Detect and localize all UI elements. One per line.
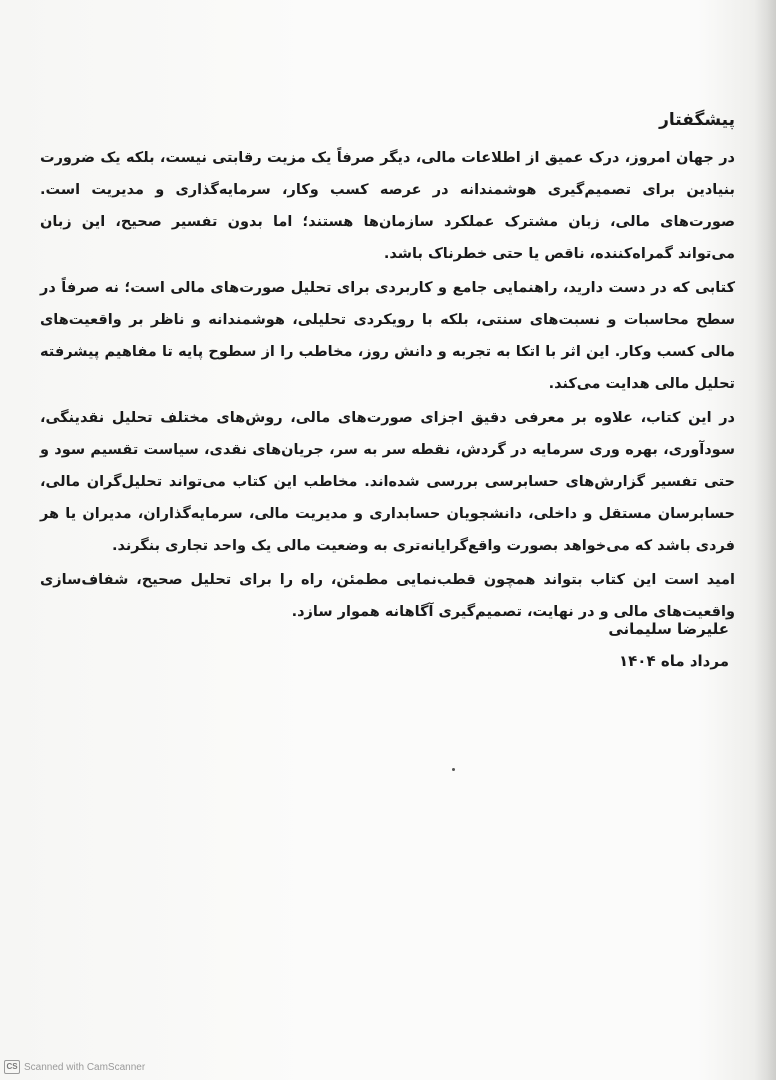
- paragraph-1: در جهان امروز، درک عمیق از اطلاعات مالی، دیگر صرفاً یک مزیت رقابتی نیست، بلکه یک ضرورت بنیادین برای تصمیم‌گیری هوشمندانه در عرصه کسب وکار، سرمایه‌گذاری و مدیریت است. صورت‌های مالی، زبان مشترک عملکرد سازمان‌ها هستند؛ اما بدون تفسیر صحیح، این زبان می‌تواند گمراه‌کننده، ناقص یا حتی خطرناک باشد.: [40, 150, 735, 262]
- camscanner-logo-icon: CS: [4, 1060, 20, 1074]
- document-body: [40, 110, 735, 630]
- page-edge-shadow: [754, 0, 776, 1080]
- author-name: علیرضا سلیمانی: [608, 620, 729, 638]
- paragraph-4: امید است این کتاب بتواند همچون قطب‌نمایی مطمئن، راه را برای تحلیل صحیح، شفاف‌سازی واقعیت‌های مالی و در نهایت، تصمیم‌گیری آگاهانه هموار سازد.: [40, 572, 735, 620]
- paragraph-2: کتابی که در دست دارید، راهنمایی جامع و کاربردی برای تحلیل صورت‌های مالی است؛ نه صرفاً در سطح محاسبات و نسبت‌های سنتی، بلکه با رویکردی تحلیلی، هوشمندانه و ناظر بر واقعیت‌های مالی کسب وکار. این اثر با اتکا به تجربه و دانش روز، مخاطب را از سطوح پایه تا مفاهیم پیشرفته تحلیل مالی هدایت می‌کند.: [40, 280, 735, 392]
- paragraph-3: در این کتاب، علاوه بر معرفی دقیق اجزای صورت‌های مالی، روش‌های مختلف تحلیل نقدینگی، سودآوری، بهره وری سرمایه در گردش، نقطه سر به سر، جریان‌های نقدی، سیاست تقسیم سود و حتی تفسیر گزارش‌های حسابرسی بررسی شده‌اند. مخاطب این کتاب می‌تواند تحلیل‌گران مالی، حسابرسان مستقل و داخلی، دانشجویان حسابداری و مدیریت مالی، سرمایه‌گذاران، مدیران یا هر فردی باشد که می‌خواهد بصورت واقع‌گرایانه‌تری به وضعیت مالی یک واحد تجاری بنگرند.: [40, 410, 735, 554]
- scan-speck: [452, 768, 455, 771]
- preface-heading: پیشگفتار: [659, 110, 735, 130]
- signature-date: مرداد ماه ۱۴۰۴: [619, 652, 729, 670]
- signature-block: [40, 620, 735, 684]
- camscanner-watermark: [4, 1060, 145, 1074]
- watermark-text: Scanned with CamScanner: [24, 1061, 146, 1073]
